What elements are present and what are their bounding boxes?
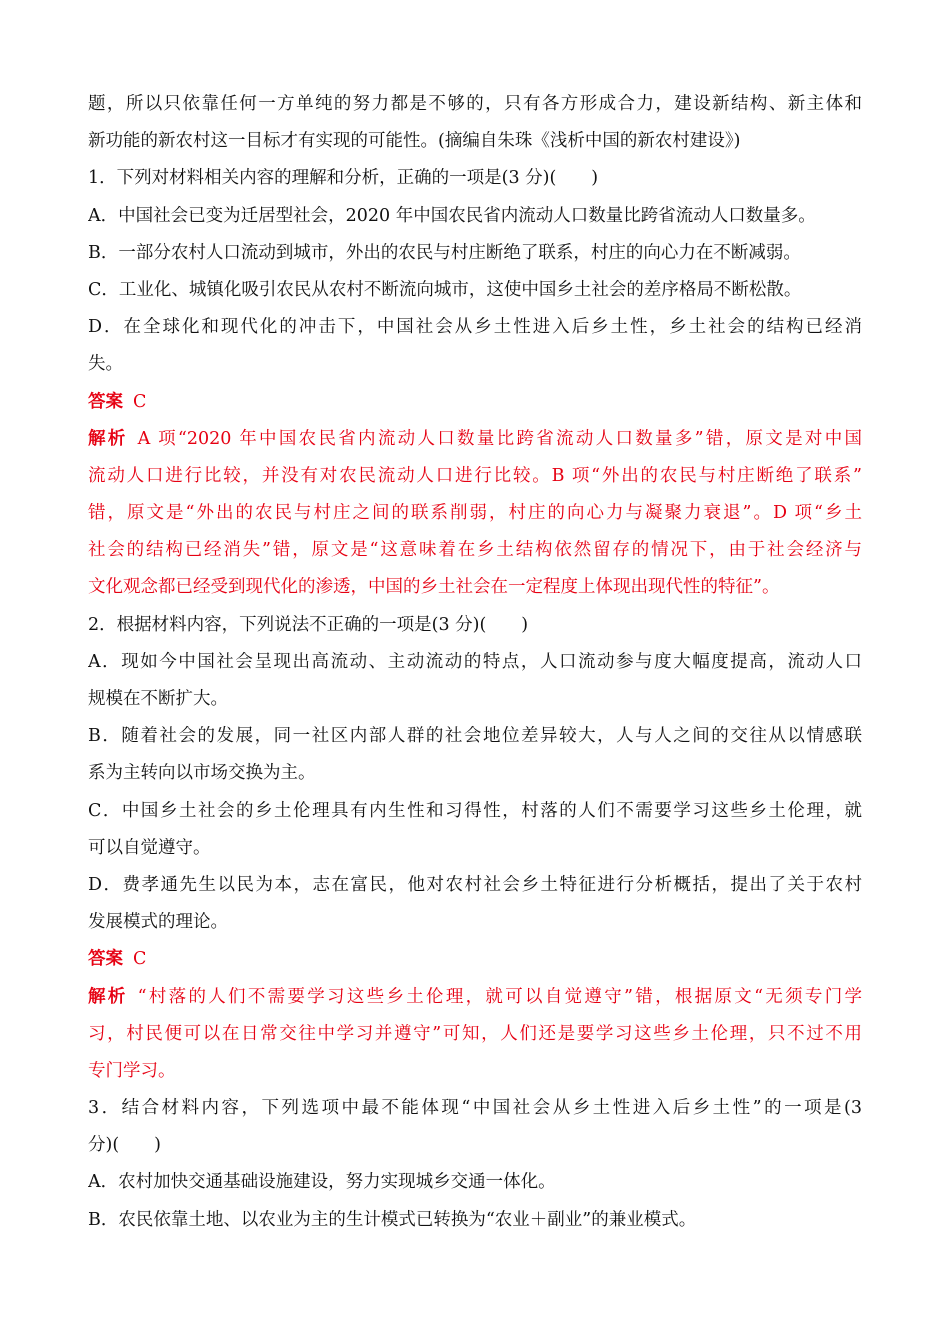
- text-line: B．一部分农村人口流动到城市，外出的农民与村庄断绝了联系，村庄的向心力在不断减弱。: [88, 242, 801, 263]
- analysis-text-line: 流动人口进行比较，并没有对农民流动人口进行比较。B 项“外出的农民与村庄断绝了联系”: [88, 465, 862, 486]
- text-line: 1．下列对材料相关内容的理解和分析，正确的一项是(3 分)( ): [88, 168, 599, 189]
- answer-line: [88, 384, 862, 421]
- analysis-line: [88, 979, 862, 1016]
- analysis-text-line: 习，村民便可以在日常交往中学习并遵守”可知，人们还是要学习这些乡土伦理，只不过不用: [88, 1023, 862, 1044]
- analysis-text: “村落的人们不需要学习这些乡土伦理，就可以自觉遵守”错，根据原文“无须专门学: [137, 986, 862, 1007]
- answer-value: C: [133, 391, 147, 412]
- text-line: D．在全球化和现代化的冲击下，中国社会从乡土性进入后乡土性，乡土社会的结构已经消: [88, 317, 862, 338]
- answer-value: C: [133, 949, 147, 970]
- text-line: 2．根据材料内容，下列说法不正确的一项是(3 分)( ): [88, 614, 529, 635]
- text-line: B．随着社会的发展，同一社区内部人群的社会地位差异较大，人与人之间的交往从以情感联: [88, 726, 862, 747]
- text-line: 题，所以只依靠任何一方单纯的努力都是不够的，只有各方形成合力，建设新结构、新主体和: [88, 94, 862, 114]
- answer-label: 答案: [88, 949, 123, 970]
- text-line: 可以自觉遵守。: [88, 837, 211, 858]
- answer-line: [88, 941, 862, 978]
- text-line: C．工业化、城镇化吸引农民从农村不断流向城市，这使中国乡土社会的差序格局不断松散。: [88, 279, 802, 300]
- text-line: 失。: [88, 354, 123, 375]
- text-line: A．农村加快交通基础设施建设，努力实现城乡交通一体化。: [88, 1172, 556, 1193]
- answer-label: 答案: [88, 391, 123, 412]
- text-line: C．中国乡土社会的乡土伦理具有内生性和习得性，村落的人们不需要学习这些乡土伦理，就: [88, 800, 862, 821]
- analysis-text-line: 错，原文是“外出的农民与村庄之间的联系削弱，村庄的向心力与凝聚力衰退”。D 项“乡土: [88, 503, 862, 524]
- analysis-text-line: 专门学习。: [88, 1060, 176, 1081]
- text-line: A．中国社会已变为迁居型社会，2020 年中国农民省内流动人口数量比跨省流动人口数量多。: [88, 205, 816, 226]
- text-line: 规模在不断扩大。: [88, 689, 228, 709]
- analysis-line: [88, 421, 862, 458]
- analysis-text-line: 社会的结构已经消失”错，原文是“这意味着在乡土结构依然留存的情况下，由于社会经济与: [88, 540, 862, 561]
- text-line: 分)( ): [88, 1135, 161, 1156]
- text-line: 新功能的新农村这一目标才有实现的可能性。(摘编自朱珠《浅析中国的新农村建设》): [88, 131, 741, 152]
- text-line: D．费孝通先生以民为本，志在富民，他对农村社会乡土特征进行分析概括，提出了关于农村: [88, 874, 862, 895]
- analysis-label: 解析: [88, 428, 128, 449]
- text-line: 系为主转向以市场交换为主。: [88, 763, 316, 784]
- analysis-text: A 项“2020 年中国农民省内流动人口数量比跨省流动人口数量多”错，原文是对中国: [137, 428, 862, 449]
- text-line: 3．结合材料内容，下列选项中最不能体现“中国社会从乡土性进入后乡土性”的一项是(3: [88, 1098, 862, 1119]
- text-line: 发展模式的理论。: [88, 912, 228, 933]
- text-line: B．农民依靠土地、以农业为主的生计模式已转换为“农业＋副业”的兼业模式。: [88, 1209, 697, 1230]
- analysis-label: 解析: [88, 986, 128, 1007]
- text-line: A．现如今中国社会呈现出高流动、主动流动的特点，人口流动参与度大幅度提高，流动人口: [88, 651, 862, 672]
- analysis-text-line: 文化观念都已经受到现代化的渗透，中国的乡土社会在一定程度上体现出现代性的特征”。: [88, 577, 780, 598]
